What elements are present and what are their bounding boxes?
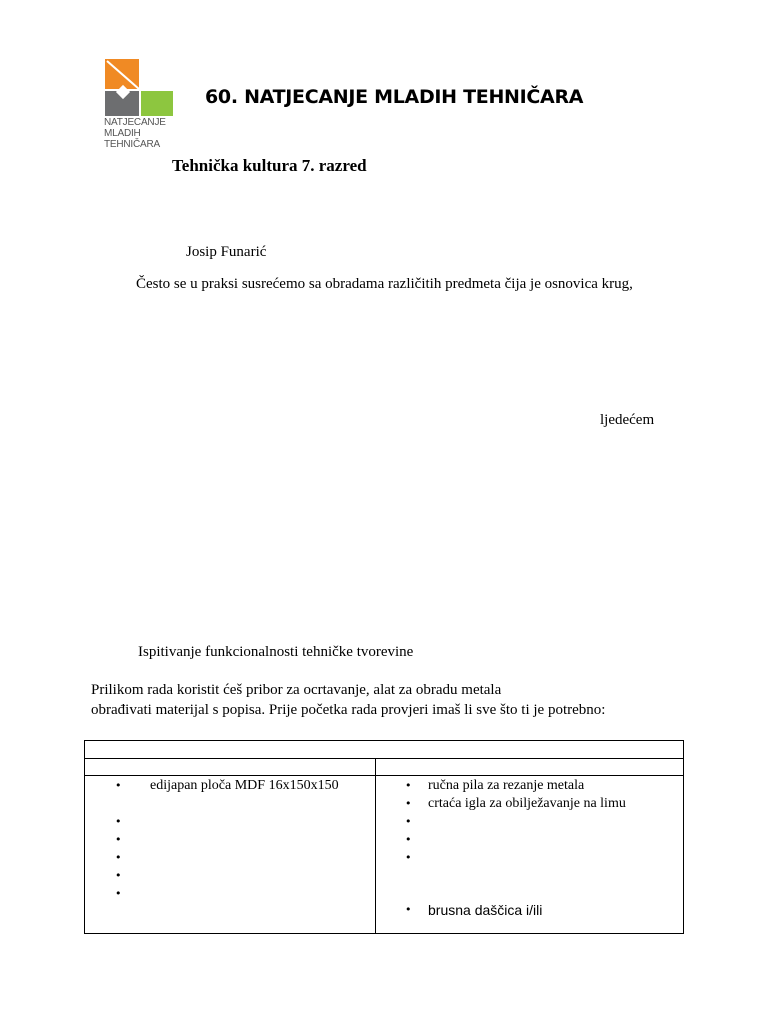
logo-green-square — [141, 91, 173, 116]
table-column-divider — [375, 758, 376, 933]
text-fragment: ljedećem — [600, 412, 655, 428]
table-divider — [85, 775, 683, 776]
section-heading: Ispitivanje funkcionalnosti tehničke tvorevine — [138, 644, 414, 660]
materials-table: • edijapan ploča MDF 16x150x150 • • • • • • ručna pila za rezanje metala • crtaća igla za obilježavanje na limu • • • • brusna daščica i/ili — [84, 740, 684, 934]
logo-text: NATJECANJE MLADIH TEHNIČARA — [104, 117, 166, 150]
competition-logo — [103, 57, 175, 149]
subtitle: Tehnička kultura 7. razred — [172, 156, 367, 175]
paragraph-line: Prilikom rada koristit ćeš pribor za ocrtavanje, alat za obradu metala — [91, 682, 502, 698]
table-divider — [85, 758, 683, 759]
paragraph-line: obrađivati materijal s popisa. Prije početka rada provjeri imaš li sve što ti je potrebno: — [91, 702, 606, 718]
page-title: 60. NATJECANJE MLADIH TEHNIČARA — [205, 86, 584, 108]
intro-text: Često se u praksi susrećemo sa obradama različitih predmeta čija je osnovica krug, — [136, 276, 633, 292]
author-name: Josip Funarić — [186, 244, 267, 260]
